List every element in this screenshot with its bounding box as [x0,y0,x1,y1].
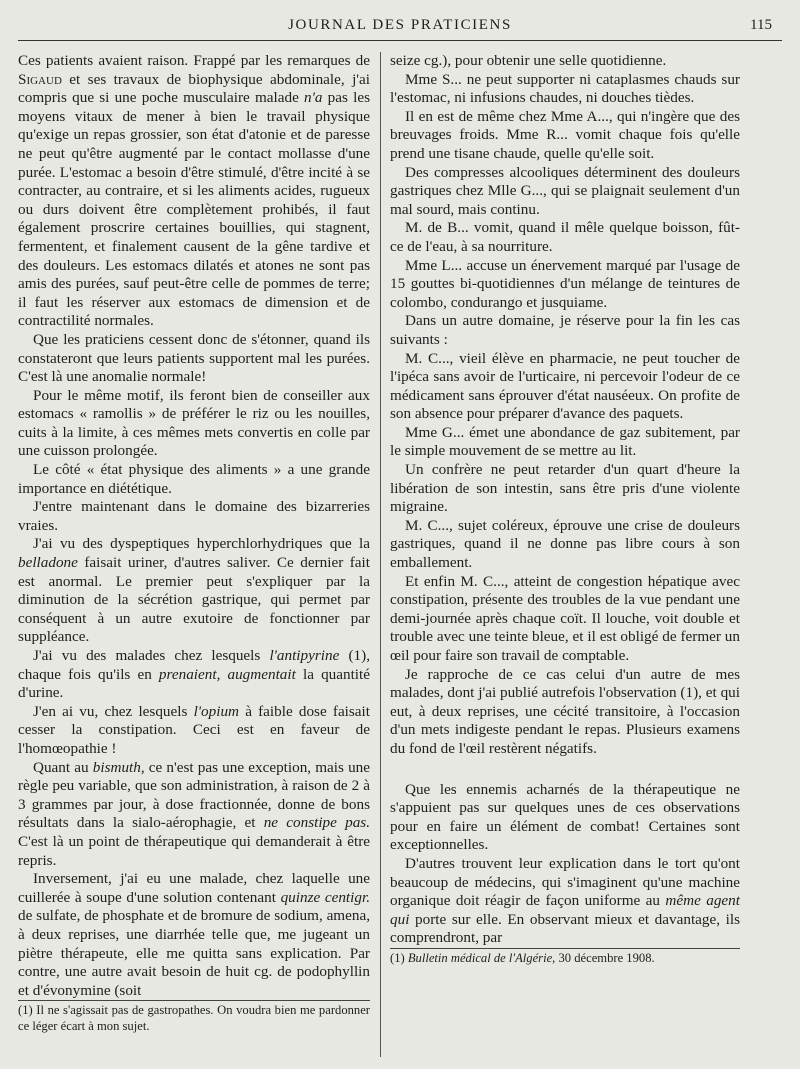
paragraph: Je rapproche de ce cas celui d'un autre de mes malades, dont j'ai publié autrefois l'observation (1), et qui eut, à deux reprises, une cécité transitoire, à l'occasion d'un mets indigeste pendant le repas. Plusieurs examens du fond de l'œil restèrent négatifs. [390,665,740,757]
paragraph: Des compresses alcooliques déterminent des douleurs gastriques chez Mlle G..., qui se plaignait seulement d'un mal sourd, mais continu. [390,163,740,218]
paragraph: Que les praticiens cessent donc de s'étonner, quand ils constateront que leurs patients supportent mal les purées. C'est là une anomalie normale! [18,330,370,386]
paragraph: Dans un autre domaine, je réserve pour la fin les cas suivants : [390,312,740,348]
paragraph: Le côté « état physique des aliments » a une grande importance en diététique. [18,461,370,497]
paragraph: M. C..., vieil élève en pharmacie, ne peut toucher de l'ipéca sans avoir de l'urticaire, ni percevoir l'odeur de ce médicament sans éprouver d'état nauséeux. On profite de son absence pour préparer d'avance des paquets. [390,349,740,423]
paragraph: J'en ai vu, chez lesquels l'opium à faible dose faisait cesser la constipation. Ceci est en faveur de l'homœopathie ! [18,702,370,757]
page-number: 115 [750,17,772,33]
paragraph: Quant au bismuth, ce n'est pas une exception, mais une règle peu variable, que son administration, à raison de 2 à 3 grammes par jour, à dose fractionnée, donne de bons résultats dans la sialo-aérophagie, et ne constipe pas. C'est là un point de thérapeutique qui demanderait à être repris. [18,758,371,869]
paragraph: J'ai vu des malades chez lesquels l'antipyrine (1), chaque fois qu'ils en prenaient, augmentait la quantité d'urine. [18,647,370,702]
paragraph: Inversement, j'ai eu une malade, chez laquelle une cuillerée à soupe d'une solution contenant quinze centigr. de sulfate, de phosphate et de bromure de sodium, amena, à deux reprises, une diarrhée telle que, me jugeant un piètre thérapeute, elle me quitta sans explication. Par contre, une autre avait besoin de huit cg. de podophyllin et d'évonymine (soit [18,870,370,999]
paragraph: Mme G... émet une abondance de gaz subitement, par le simple mouvement de se mettre au lit. [390,423,740,460]
right-column [390,52,740,966]
footnote: (1) Il ne s'agissait pas de gastropathes. On voudra bien me pardonner ce léger écart à mon sujet. [18,1000,370,1034]
page-header [18,14,782,41]
footnote: (1) Bulletin médical de l'Algérie, 30 décembre 1908. [390,948,740,967]
paragraph: Pour le même motif, ils feront bien de conseiller aux estomacs « ramollis » de préférer le riz ou les nouilles, cuits à la limite, à ces mêmes mets convertis en colle par une cuisson prolongée. [18,386,370,460]
author-name: Sigaud [18,70,62,88]
paragraph: Et enfin M. C..., atteint de congestion hépatique avec constipation, présente des troubles de la vue pendant une demi-journée après chaque coït. Il louche, voit double et trouble avec une teinte bleue, et il est obligé de fermer un œil pour faire son travail de comptable. [390,572,740,664]
left-column [18,52,370,1034]
column-divider [380,52,381,1057]
paragraph: D'autres trouvent leur explication dans le tort qu'ont beaucoup de médecins, qui s'imaginent qu'une machine organique doit réagir de façon uniforme au même agent qui porte sur elle. En observant mieux et davantage, ils comprendront, par [390,854,740,947]
paragraph: Il en est de même chez Mme A..., qui n'ingère que des breuvages froids. Mme R... vomit chaque fois qu'elle prend une tisane chaude, quelle qu'elle soit. [390,107,740,162]
paragraph: Un confrère ne peut retarder d'un quart d'heure la libération de son intestin, sans être pris d'une violente migraine. [390,461,740,516]
paragraph: J'entre maintenant dans le domaine des bizarreries vraies. [18,498,370,534]
paragraph: Mme L... accuse un énervement marqué par l'usage de 15 gouttes bi-quotidiennes d'un mélange de teintures de colombo, condurango et jusquiame. [390,256,740,311]
paragraph: M. de B... vomit, quand il mêle quelque boisson, fût-ce de l'eau, à sa nourriture. [390,219,740,255]
paragraph: M. C..., sujet coléreux, éprouve une crise de douleurs gastriques, quand il ne donne pas libre cours à son emballement. [390,516,740,572]
paragraph: Ces patients avaient raison. Frappé par les remarques de Sigaud et ses travaux de biophysique abdominale, j'ai compris que si une poche musculaire malade n'a pas les moyens vitaux de mener à bien le travail physique qu'exige un repas grossier, son état d'atonie et de paresse ne peut qu'être augmenté par le contact mollasse d'une purée. L'estomac a besoin d'être stimulé, d'être incité à se contracter, au contraire, et si les aliments acides, rugueux ou durs doivent être complètement prohibés, il faut également proscrire certaines bouillies, qui stagnent, fermentent, et finalement causent de la gêne tardive et des douleurs. Les estomacs dilatés et atones ne sont pas amis des purées, sauf peut-être celle de pommes de terre; il faut les réserver aux estomacs de dimension et de contractilité normales. [18,52,370,330]
paragraph: J'ai vu des dyspeptiques hyperchlorhydriques que la belladone faisait uriner, d'autres saliver. Ce dernier fait est anormal. Le premier peut s'expliquer par la diminution de la sécrétion gastrique, qui permet par conséquent à un autre exutoire de fonctionner par suppléance. [18,535,370,646]
paragraph: seize cg.), pour obtenir une selle quotidienne. [390,52,667,69]
paragraph: Mme S... ne peut supporter ni cataplasmes chauds sur l'estomac, ni infusions chaudes, ni douches tièdes. [390,70,740,107]
journal-title: JOURNAL DES PRATICIENS [288,17,512,33]
paragraph: Que les ennemis acharnés de la thérapeutique ne s'appuient pas sur quelques unes de ces observations pour en faire un élément de combat! Certaines sont exceptionnelles. [390,780,740,854]
